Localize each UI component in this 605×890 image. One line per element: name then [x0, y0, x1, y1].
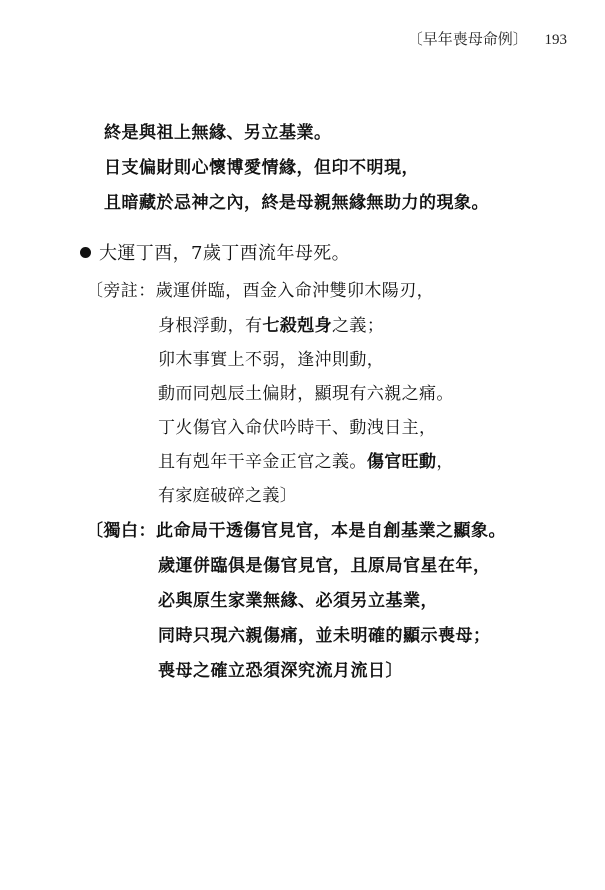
bullet-dot-icon: [80, 247, 91, 258]
monologue-line-2: 歲運併臨俱是傷官見官，且原局官星在年，: [158, 556, 491, 576]
note-line-6: [158, 454, 454, 471]
note-line-3: 卯木事實上不弱，逢沖則動，: [158, 350, 385, 370]
monologue-line-1: 〔獨白：此命局干透傷官見官，本是自創基業之顯象。: [86, 521, 506, 541]
note-line-7: 有家庭破碎之義〕: [158, 486, 298, 506]
note-line-2-text-a: 身根浮動，有: [158, 316, 263, 336]
note-line-4: 動而同剋辰土偏財，顯現有六親之痛。: [158, 384, 454, 404]
page-number: 193: [544, 32, 567, 48]
note-line-2: [158, 318, 384, 335]
note-line-1: 〔旁註：歲運併臨，酉金入命沖雙卯木陽刃，: [86, 281, 434, 301]
bullet-text: 大運丁酉，7歲丁酉流年母死。: [99, 243, 351, 264]
note-line-2-text-c: 之義；: [332, 316, 385, 336]
note-emphasis-shangguan: 傷官旺動: [366, 452, 437, 472]
note-line-6-text-a: 且有剋年干辛金正官之義。: [158, 452, 367, 472]
bullet-item: [80, 245, 350, 263]
intro-line-3: 且暗藏於忌神之內，終是母親無緣無助力的現象。: [104, 193, 489, 213]
monologue-line-4: 同時只現六親傷痛，並未明確的顯示喪母；: [158, 626, 491, 646]
running-header: [408, 28, 567, 49]
note-line-6-text-c: ，: [436, 452, 454, 472]
note-emphasis-qisha: 七殺剋身: [262, 316, 333, 336]
chapter-title: 〔早年喪母命例〕: [407, 30, 528, 48]
monologue-line-5: 喪母之確立恐須深究流月流日〕: [158, 661, 403, 681]
intro-line-1: 終是與祖上無緣、另立基業。: [104, 123, 332, 143]
note-line-5: 丁火傷官入命伏吟時干、動洩日主，: [158, 418, 437, 438]
monologue-line-3: 必與原生家業無緣、必須另立基業，: [158, 591, 438, 611]
intro-line-2: 日支偏財則心懷博愛情緣，但印不明現，: [104, 158, 419, 178]
